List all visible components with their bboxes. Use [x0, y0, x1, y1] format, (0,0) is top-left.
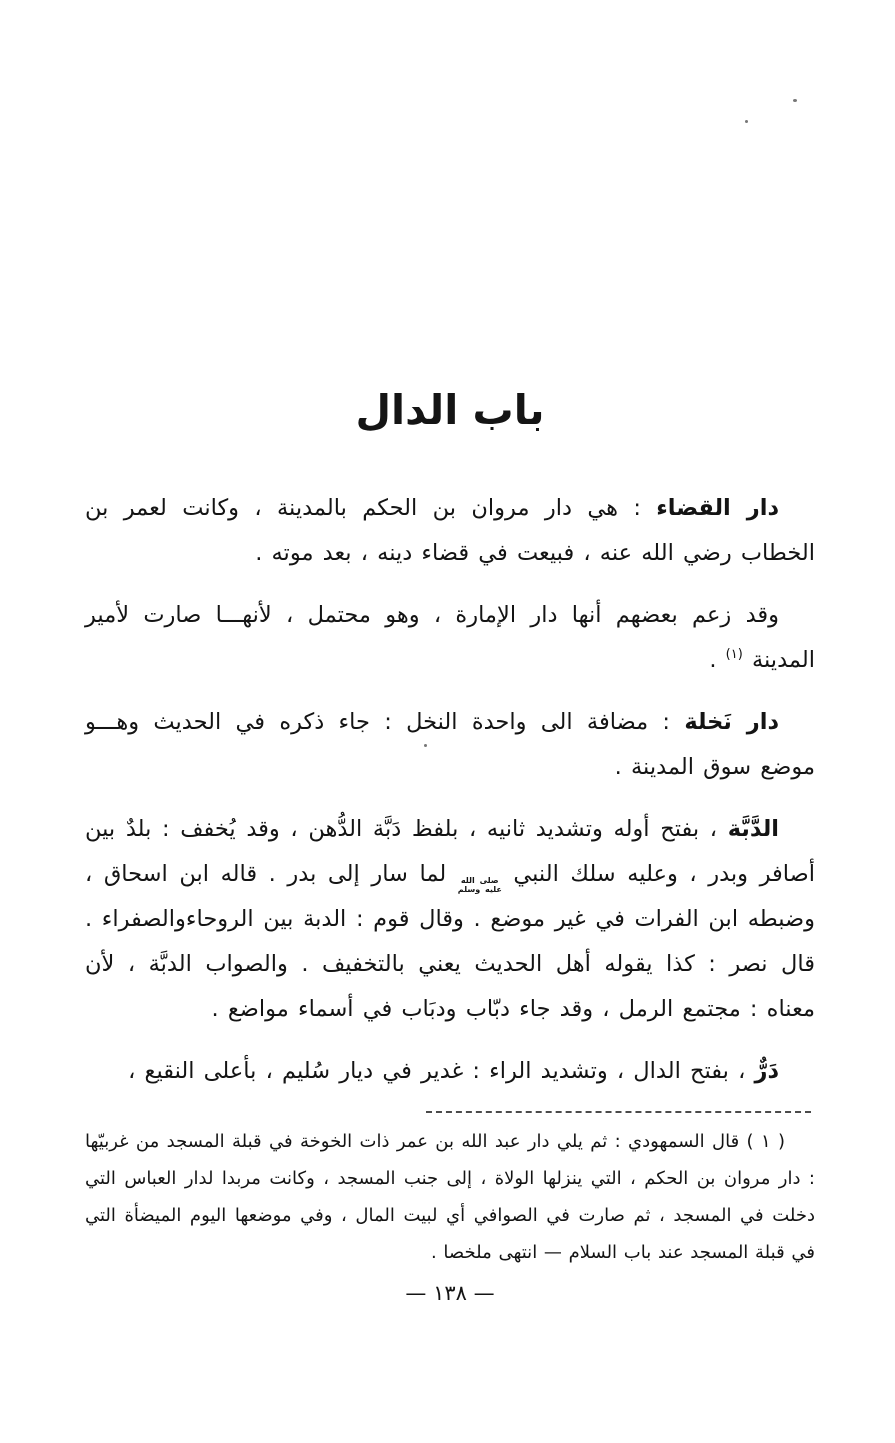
entry-text: وقد زعم بعضهم أنها دار الإمارة ، وهو محتمل ، لأنهـــا صارت لأمير المدينة: [85, 602, 815, 673]
scan-speck: [745, 120, 748, 123]
footnote-separator-line: [426, 1111, 811, 1113]
footnote-text: قال السمهودي : ثم يلي دار عبد الله بن عمر ذات الخوخة في قبلة المسجد من غربيّها : دار مروان بن الحكم ، التي ينزلها الولاة ، إلى جنب المسجد ، وكانت مربدا لدار العباس التي دخلت في المسجد ، ثم صارت في الصوافي أي لبيت المال ، وفي موضعها اليوم الميضأة التي في قبلة المسجد عند باب السلام — انتهى ملخصا .: [85, 1131, 815, 1263]
salawat-bottom: عليه وسلم: [457, 885, 502, 894]
entry-remark-dar-al-imara: [85, 593, 815, 683]
entry-dar-al-qada: [85, 486, 815, 576]
chapter-title: باب الدال: [355, 386, 545, 434]
entry-term: الدَّبَّة: [727, 816, 779, 842]
scan-speck: [424, 744, 427, 747]
entry-text: لما سار إلى بدر . قاله ابن اسحاق ، وضبطه ابن الفرات في غير موضع . وقال قوم : الدبة بين الروحاءوالصفراء . قال نصر : كذا يقوله أهل الحديث يعني بالتخفيف . والصواب الدبَّة ، لأن معناه : مجتمع الرمل ، وقد جاء دبّاب ودبَاب في أسماء مواضع .: [85, 861, 815, 1022]
salawat-top: صلى الله: [460, 876, 499, 885]
footnote-reference: (١): [725, 647, 743, 662]
entry-text: ، بفتح أوله وتشديد ثانيه ، بلفظ دَبَّة الدُّهن ، وقد يُخفف : بلدٌ بين أصافر وبدر ، وعليه سلك النبي: [85, 816, 815, 887]
entry-text: ، بفتح الدال ، وتشديد الراء : غدير في ديار سُليم ، بأعلى النقيع ،: [128, 1058, 755, 1084]
salawat-calligraphy-mark: [458, 876, 502, 894]
entry-darr: [85, 1049, 815, 1094]
entry-text-tail: .: [709, 647, 726, 673]
entry-al-dabba: [85, 807, 815, 1032]
body-text: [85, 486, 815, 1094]
scan-speck: [793, 99, 797, 102]
entry-text: : هي دار مروان بن الحكم بالمدينة ، وكانت لعمر بن الخطاب رضي الله عنه ، فبيعت في قضاء دينه ، بعد موته .: [85, 495, 815, 566]
footnote: [85, 1123, 815, 1271]
footnote-marker: ( ١ ): [746, 1131, 785, 1152]
entry-text: : مضافة الى واحدة النخل : جاء ذكره في الحديث وهـــو موضع سوق المدينة .: [85, 709, 815, 780]
entry-term: دار نَخلة: [684, 709, 779, 735]
entry-dar-nakhla: [85, 700, 815, 790]
page-number: — ١٣٨ —: [405, 1281, 495, 1305]
entry-term: دَرٌّ: [754, 1058, 779, 1084]
entry-term: دار القضاء: [656, 495, 779, 521]
